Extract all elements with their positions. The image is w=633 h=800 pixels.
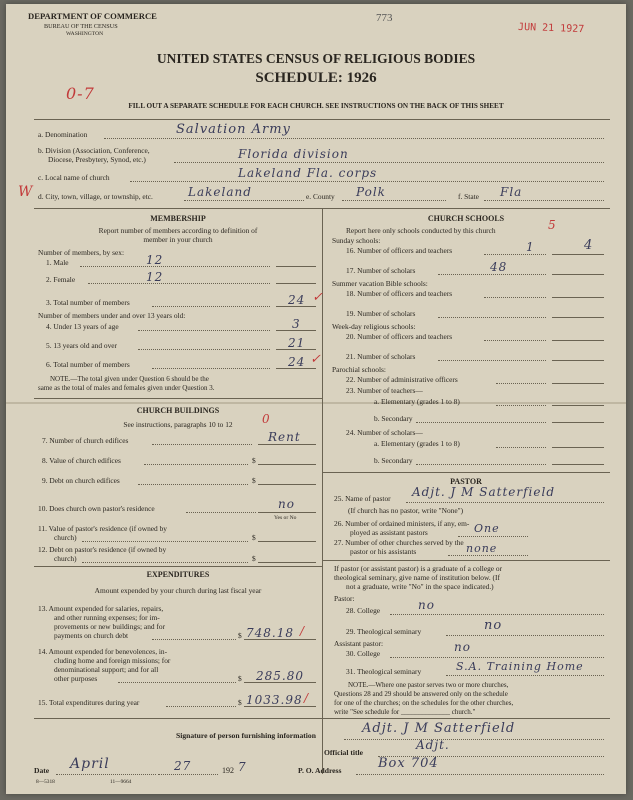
form-instruction: FILL OUT A SEPARATE SCHEDULE FOR EACH CHURCH. SEE INSTRUCTIONS ON THE BACK OF THIS SHEET	[128, 102, 504, 110]
q11-value-field[interactable]	[258, 541, 316, 542]
q11-label-cont: church)	[54, 533, 77, 542]
q15-label: 15. Total expenditures during year	[38, 698, 140, 707]
census-schedule-sheet: DEPARTMENT OF COMMERCE BUREAU OF THE CENSUS WASHINGTON 773 JUN 21 1927 UNITED STATES CENSUS OF RELIGIOUS BODIES SCHEDULE: 1926 0-7 FILL OUT A SEPARATE SCHEDULE FOR EACH CHURCH. SEE INSTRUCTIONS ON THE BACK OF THIS SHEET a. Denomination Salvation Army b. Division (Association, Conference, Diocese, Presbytery, Synod, etc.) Florida division c. Local name of church Lakeland Fla. corps W d. City, town, village, or township, etc. Lakeland e. County Polk f. State Fla MEMBERSHIP Report number of members according to definition of member in your church Number of members, by sex: 1. Male 12 2. Female 12 3. Total number of members 24 ✓ Number of members under and over 13 years old: 4. Under 13 years of age 3 5. 13 years old and over 21 6. Total number of members 24 ✓ NOTE.—The total given under Question 6 should be the same as the total of males and females given under Question 3. CHURCH BUILDINGS See instructions, paragraphs 10 to 12 0 7. Number of church edifices Rent 8. Value of church edifices $ 9. Debt on church edifices $ 10. Does church own pastor's residence no Yes or No 11. Value of pastor's residence (if owned by church) $ 12. Debt on pastor's residence (if owned by church) $ EXPENDITURES Amount expended by your church during last fiscal year 13. Amount expended for salaries, repairs, and other running expenses; for im- provements or new buildings; and for payments on church debt $ 748.18 / 14. Amount expended for benevolences, in- cluding home and foreign missions; for denominational support; and for all other purposes $ 285.80 15. Total expenditures during year $ 1033.98 / CHURCH SCHOOLS Report here only schools conducted by this church 5 Sunday schools: 16. Number of officers and teachers 1 4 17. Number of scholars 48 Summer vacation Bible schools: 18. Number of officers and teachers 19. Number of scholars Week-day religious schools: 20. Number of officers and teachers 21. Number of scholars Parochial schools: 22. Number of administrative officers 23. Number of teachers— a. Elementary (grades 1 to 8) b. Secondary 24. Number of scholars— a. Elementary (grades 1 to 8) b. Secondary PASTOR 25. Name of pastor Adjt. J M Satterfield (If church has no pastor, write "None") 26. Number of ordained ministers, if any, em- ployed as assistant pastors One 27. Number of other churches served by the pastor or his assistants none If pastor (or assistant pastor) is a graduate of a college or theological seminary, give name of institution below. (If not a graduate, write "No" in the space indicated.) Pastor: 28. College no 29. Theological seminary no Assistant pastor: 30. College no 31. Theological seminary S.A. Training Home NOTE.—Where one pastor serves two or more churches, Questions 28 and 29 should be answered only on the schedule for one of the churches; on the schedules for the other churches, write "See schedule for ______________ church." Signature of person furnishing information Adjt. J M Satterfield Official title Adjt. Date April 27 192 7 P. O. Address Box 704 8—5318 11—9664	[6, 4, 626, 794]
q23a-value-field[interactable]	[552, 405, 604, 406]
q8-value-field[interactable]	[258, 464, 316, 465]
q1-label: 1. Male	[46, 258, 69, 267]
q10-residence-value[interactable]: no	[278, 497, 295, 511]
q7-label: 7. Number of church edifices	[42, 436, 129, 445]
official-title-value[interactable]: Adjt.	[416, 738, 450, 752]
q27-other-churches-value[interactable]: none	[466, 542, 498, 555]
q28-college-value[interactable]: no	[418, 598, 435, 612]
form-number: 8—5318	[36, 779, 55, 785]
membership-title: MEMBERSHIP	[150, 214, 206, 223]
q19-label: 19. Number of scholars	[346, 309, 416, 318]
q29-seminary-value[interactable]: no	[484, 618, 503, 633]
pastor-note: NOTE.—Where one pastor serves two or more churches,	[348, 681, 509, 689]
q30-label: 30. College	[346, 649, 381, 658]
q15-total-value[interactable]: 1033.98	[246, 693, 303, 707]
q24a-value-field[interactable]	[552, 447, 604, 448]
date-month-value[interactable]: April	[70, 756, 110, 772]
q12-label: 12. Debt on pastor's residence (if owned by	[38, 545, 167, 554]
date-year-value[interactable]: 7	[238, 760, 247, 774]
q13-label: 13. Amount expended for salaries, repairs,	[38, 604, 164, 613]
q14-amount-value[interactable]: 285.80	[256, 669, 304, 683]
q24b-value-field[interactable]	[552, 464, 604, 465]
membership-intro-cont: member in your church	[143, 235, 213, 244]
q16-officers-value[interactable]: 1	[526, 240, 535, 254]
local-name-value[interactable]: Lakeland Fla. corps	[238, 166, 378, 180]
q25-hint: (If church has no pastor, write "None")	[348, 506, 464, 515]
weekday-schools-label: Week-day religious schools:	[332, 322, 416, 331]
q23b-label: b. Secondary	[374, 414, 413, 423]
po-address-label: P. O. Address	[298, 766, 342, 775]
age-intro-label: Number of members under and over 13 years old:	[38, 311, 186, 320]
q23a-label: a. Elementary (grades 1 to 8)	[374, 397, 460, 406]
date-year-prefix: 192	[222, 766, 234, 775]
county-label: e. County	[306, 192, 335, 201]
membership-note-cont: same as the total of males and females given under Question 3.	[38, 384, 215, 392]
q2-label: 2. Female	[46, 275, 76, 284]
q10-label: 10. Does church own pastor's residence	[38, 504, 155, 513]
q26-ministers-value[interactable]: One	[474, 522, 500, 535]
q4-under13-value[interactable]: 3	[292, 317, 301, 331]
buildings-title: CHURCH BUILDINGS	[136, 406, 220, 415]
q29-label: 29. Theological seminary	[346, 627, 422, 636]
city-label: WASHINGTON	[66, 31, 104, 37]
q22-value-field[interactable]	[552, 383, 604, 384]
q13-check-mark: /	[300, 624, 306, 638]
q1-male-value[interactable]: 12	[146, 253, 164, 267]
q23-label: 23. Number of teachers—	[346, 386, 423, 395]
department-label: DEPARTMENT OF COMMERCE	[28, 11, 157, 21]
q21-value-field[interactable]	[552, 360, 604, 361]
po-address-value[interactable]: Box 704	[378, 756, 439, 771]
q16-second-mark: 4	[584, 238, 594, 253]
q16-label: 16. Number of officers and teachers	[346, 246, 453, 255]
q30-college-value[interactable]: no	[454, 640, 471, 654]
received-date-stamp: JUN 21 1927	[517, 21, 585, 36]
q2-female-value[interactable]: 12	[146, 270, 164, 284]
summer-schools-label: Summer vacation Bible schools:	[332, 279, 428, 288]
city-town-label: d. City, town, village, or township, etc.	[38, 192, 153, 201]
bureau-label: BUREAU OF THE CENSUS	[44, 23, 118, 30]
q5-label: 5. 13 years old and over	[46, 341, 118, 350]
form-title: UNITED STATES CENSUS OF RELIGIOUS BODIES	[156, 51, 476, 66]
parochial-schools-label: Parochial schools:	[332, 365, 386, 374]
q26-label: 26. Number of ordained ministers, if any, em-	[334, 519, 470, 528]
q18-label: 18. Number of officers and teachers	[346, 289, 453, 298]
expenditures-intro: Amount expended by your church during last fiscal year	[94, 586, 262, 595]
form-code: 0-7	[66, 84, 95, 103]
division-value[interactable]: Florida division	[238, 147, 349, 161]
denomination-value[interactable]: Salvation Army	[176, 122, 291, 137]
q31-seminary-value[interactable]: S.A. Training Home	[456, 660, 584, 673]
graduate-instruction: If pastor (or assistant pastor) is a graduate of a college or	[334, 564, 503, 573]
q20-label: 20. Number of officers and teachers	[346, 332, 453, 341]
q15-check-mark: /	[304, 691, 310, 705]
q13-amount-value[interactable]: 748.18	[246, 626, 294, 640]
q10-hint: Yes or No	[274, 515, 297, 521]
assistant-pastor-subheading: Assistant pastor:	[334, 639, 384, 648]
q6-total-value[interactable]: 24	[288, 355, 306, 369]
q19-value-field[interactable]	[552, 317, 604, 318]
q18-value-field[interactable]	[552, 297, 604, 298]
members-by-sex-label: Number of members, by sex:	[38, 248, 124, 257]
print-number: 11—9664	[110, 779, 132, 785]
schools-title: CHURCH SCHOOLS	[427, 214, 505, 223]
q12-label-cont: church)	[54, 554, 77, 563]
q25-pastor-name-value[interactable]: Adjt. J M Satterfield	[412, 485, 556, 499]
q6-label: 6. Total number of members	[46, 360, 130, 369]
expenditures-title: EXPENDITURES	[146, 570, 210, 579]
membership-intro: Report number of members according to definition of	[98, 226, 258, 235]
q31-label: 31. Theological seminary	[346, 667, 422, 676]
signature-label: Signature of person furnishing information	[176, 731, 316, 740]
denomination-label: a. Denomination	[38, 130, 88, 139]
schedule-title: SCHEDULE: 1926	[255, 70, 377, 86]
q28-label: 28. College	[346, 606, 381, 615]
q24a-label: a. Elementary (grades 1 to 8)	[374, 439, 460, 448]
q17-scholars-value[interactable]: 48	[490, 260, 508, 274]
signature-value[interactable]: Adjt. J M Satterfield	[362, 721, 516, 736]
q9-label: 9. Debt on church edifices	[42, 476, 120, 485]
page-fold	[6, 402, 626, 404]
county-value[interactable]: Polk	[356, 185, 386, 199]
date-day-value[interactable]: 27	[174, 759, 192, 773]
q3-label: 3. Total number of members	[46, 298, 130, 307]
local-name-label: c. Local name of church	[38, 173, 110, 182]
reviewer-mark: W	[18, 184, 34, 200]
q21-label: 21. Number of scholars	[346, 352, 416, 361]
q23b-value-field[interactable]	[552, 422, 604, 423]
serial-number: 773	[376, 12, 393, 24]
q20-value-field[interactable]	[552, 340, 604, 341]
state-label: f. State	[458, 192, 479, 201]
q27-label: 27. Number of other churches served by the	[334, 538, 464, 547]
buildings-review-mark: 0	[262, 412, 271, 426]
q5-over13-value[interactable]: 21	[288, 336, 306, 350]
q4-label: 4. Under 13 years of age	[46, 322, 119, 331]
schools-review-mark: 5	[548, 218, 557, 232]
q17-label: 17. Number of scholars	[346, 266, 416, 275]
q7-edifices-value[interactable]: Rent	[268, 430, 301, 444]
pastor-title: PASTOR	[450, 477, 482, 486]
q24b-label: b. Secondary	[374, 456, 413, 465]
q3-check-mark: ✓	[312, 290, 324, 305]
official-title-label: Official title	[324, 748, 364, 757]
q14-label: 14. Amount expended for benevolences, in-	[38, 647, 168, 656]
q11-label: 11. Value of pastor's residence (if owned by	[38, 524, 167, 533]
date-label: Date	[34, 766, 50, 775]
q24-label: 24. Number of scholars—	[346, 428, 423, 437]
sunday-schools-label: Sunday schools:	[332, 236, 381, 245]
division-label-cont: Diocese, Presbytery, Synod, etc.)	[48, 155, 146, 164]
q6-check-mark: ✓	[310, 352, 322, 367]
q25-label: 25. Name of pastor	[334, 494, 391, 503]
division-label: b. Division (Association, Conference,	[38, 146, 150, 155]
q22-label: 22. Number of administrative officers	[346, 375, 458, 384]
schools-intro: Report here only schools conducted by this church	[346, 226, 496, 235]
pastor-subheading: Pastor:	[334, 594, 355, 603]
membership-note: NOTE.—The total given under Question 6 should be the	[50, 375, 209, 383]
q12-value-field[interactable]	[258, 562, 316, 563]
state-value[interactable]: Fla	[500, 185, 523, 199]
buildings-intro: See instructions, paragraphs 10 to 12	[123, 420, 233, 429]
q8-label: 8. Value of church edifices	[42, 456, 121, 465]
q9-value-field[interactable]	[258, 484, 316, 485]
city-town-value[interactable]: Lakeland	[188, 185, 252, 199]
q3-total-value[interactable]: 24	[288, 293, 306, 307]
